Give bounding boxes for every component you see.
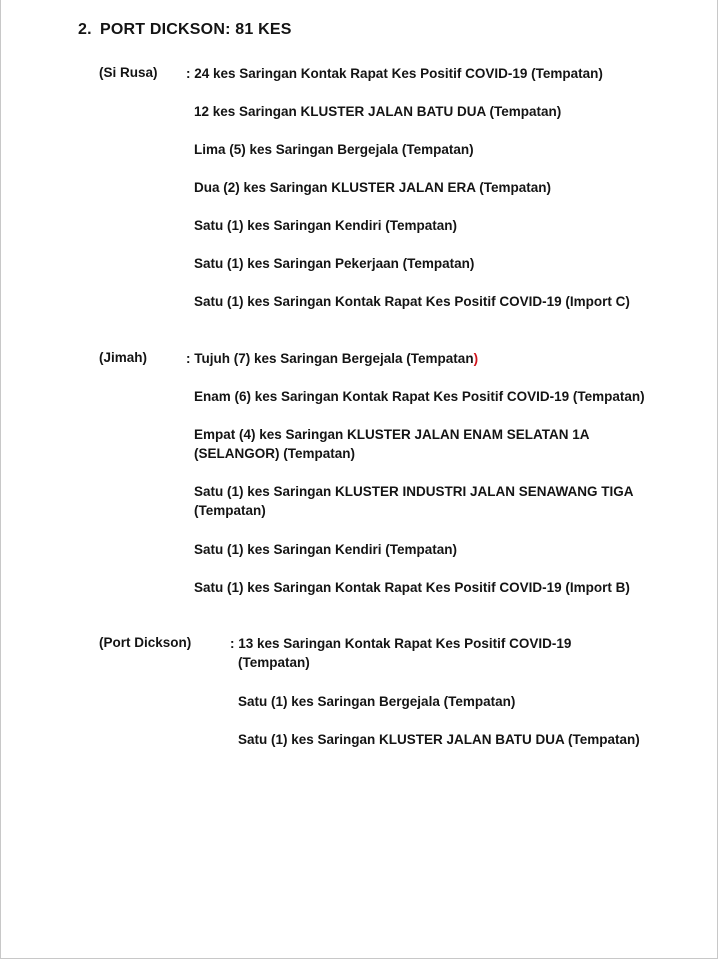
section-title: PORT DICKSON: 81 KES [100,21,292,38]
case-line: : 24 kes Saringan Kontak Rapat Kes Positif COVID-19 (Tempatan) [186,66,603,81]
case-line: Enam (6) kes Saringan Kontak Rapat Kes Positif COVID-19 (Tempatan) [194,389,645,404]
case-line-continuation: (Tempatan) [194,503,266,518]
case-line: Satu (1) kes Saringan Kontak Rapat Kes Positif COVID-19 (Import C) [194,294,630,309]
case-line: Satu (1) kes Saringan KLUSTER INDUSTRI JALAN SENAWANG TIGA [194,484,634,499]
case-line [186,349,478,368]
case-line: Satu (1) kes Saringan KLUSTER JALAN BATU DUA (Tempatan) [238,732,640,747]
case-line: Satu (1) kes Saringan Pekerjaan (Tempatan) [194,256,475,271]
case-line-continuation: (Tempatan) [238,655,310,670]
case-line: 12 kes Saringan KLUSTER JALAN BATU DUA (Tempatan) [194,104,562,119]
case-line: Lima (5) kes Saringan Bergejala (Tempatan) [194,142,474,157]
case-line-text: : Tujuh (7) kes Saringan Bergejala (Tempatan [186,351,474,366]
case-line: Satu (1) kes Saringan Kendiri (Tempatan) [194,542,458,557]
group-label-port-dickson: (Port Dickson) [99,635,192,650]
group-label-si-rusa: (Si Rusa) [99,65,158,80]
section-number: 2. [78,21,92,38]
section-heading [78,21,292,39]
case-line: Satu (1) kes Saringan Kontak Rapat Kes Positif COVID-19 (Import B) [194,580,630,595]
case-line: : 13 kes Saringan Kontak Rapat Kes Positif COVID-19 [230,636,572,651]
case-line: Satu (1) kes Saringan Bergejala (Tempatan) [238,694,516,709]
case-line-continuation: (SELANGOR) (Tempatan) [194,446,355,461]
case-line: Empat (4) kes Saringan KLUSTER JALAN ENAM SELATAN 1A [194,427,590,442]
case-line: Satu (1) kes Saringan Kendiri (Tempatan) [194,218,458,233]
case-line-red-parenthesis: ) [473,351,479,366]
group-label-jimah: (Jimah) [99,350,148,365]
case-line: Dua (2) kes Saringan KLUSTER JALAN ERA (Tempatan) [194,180,552,195]
